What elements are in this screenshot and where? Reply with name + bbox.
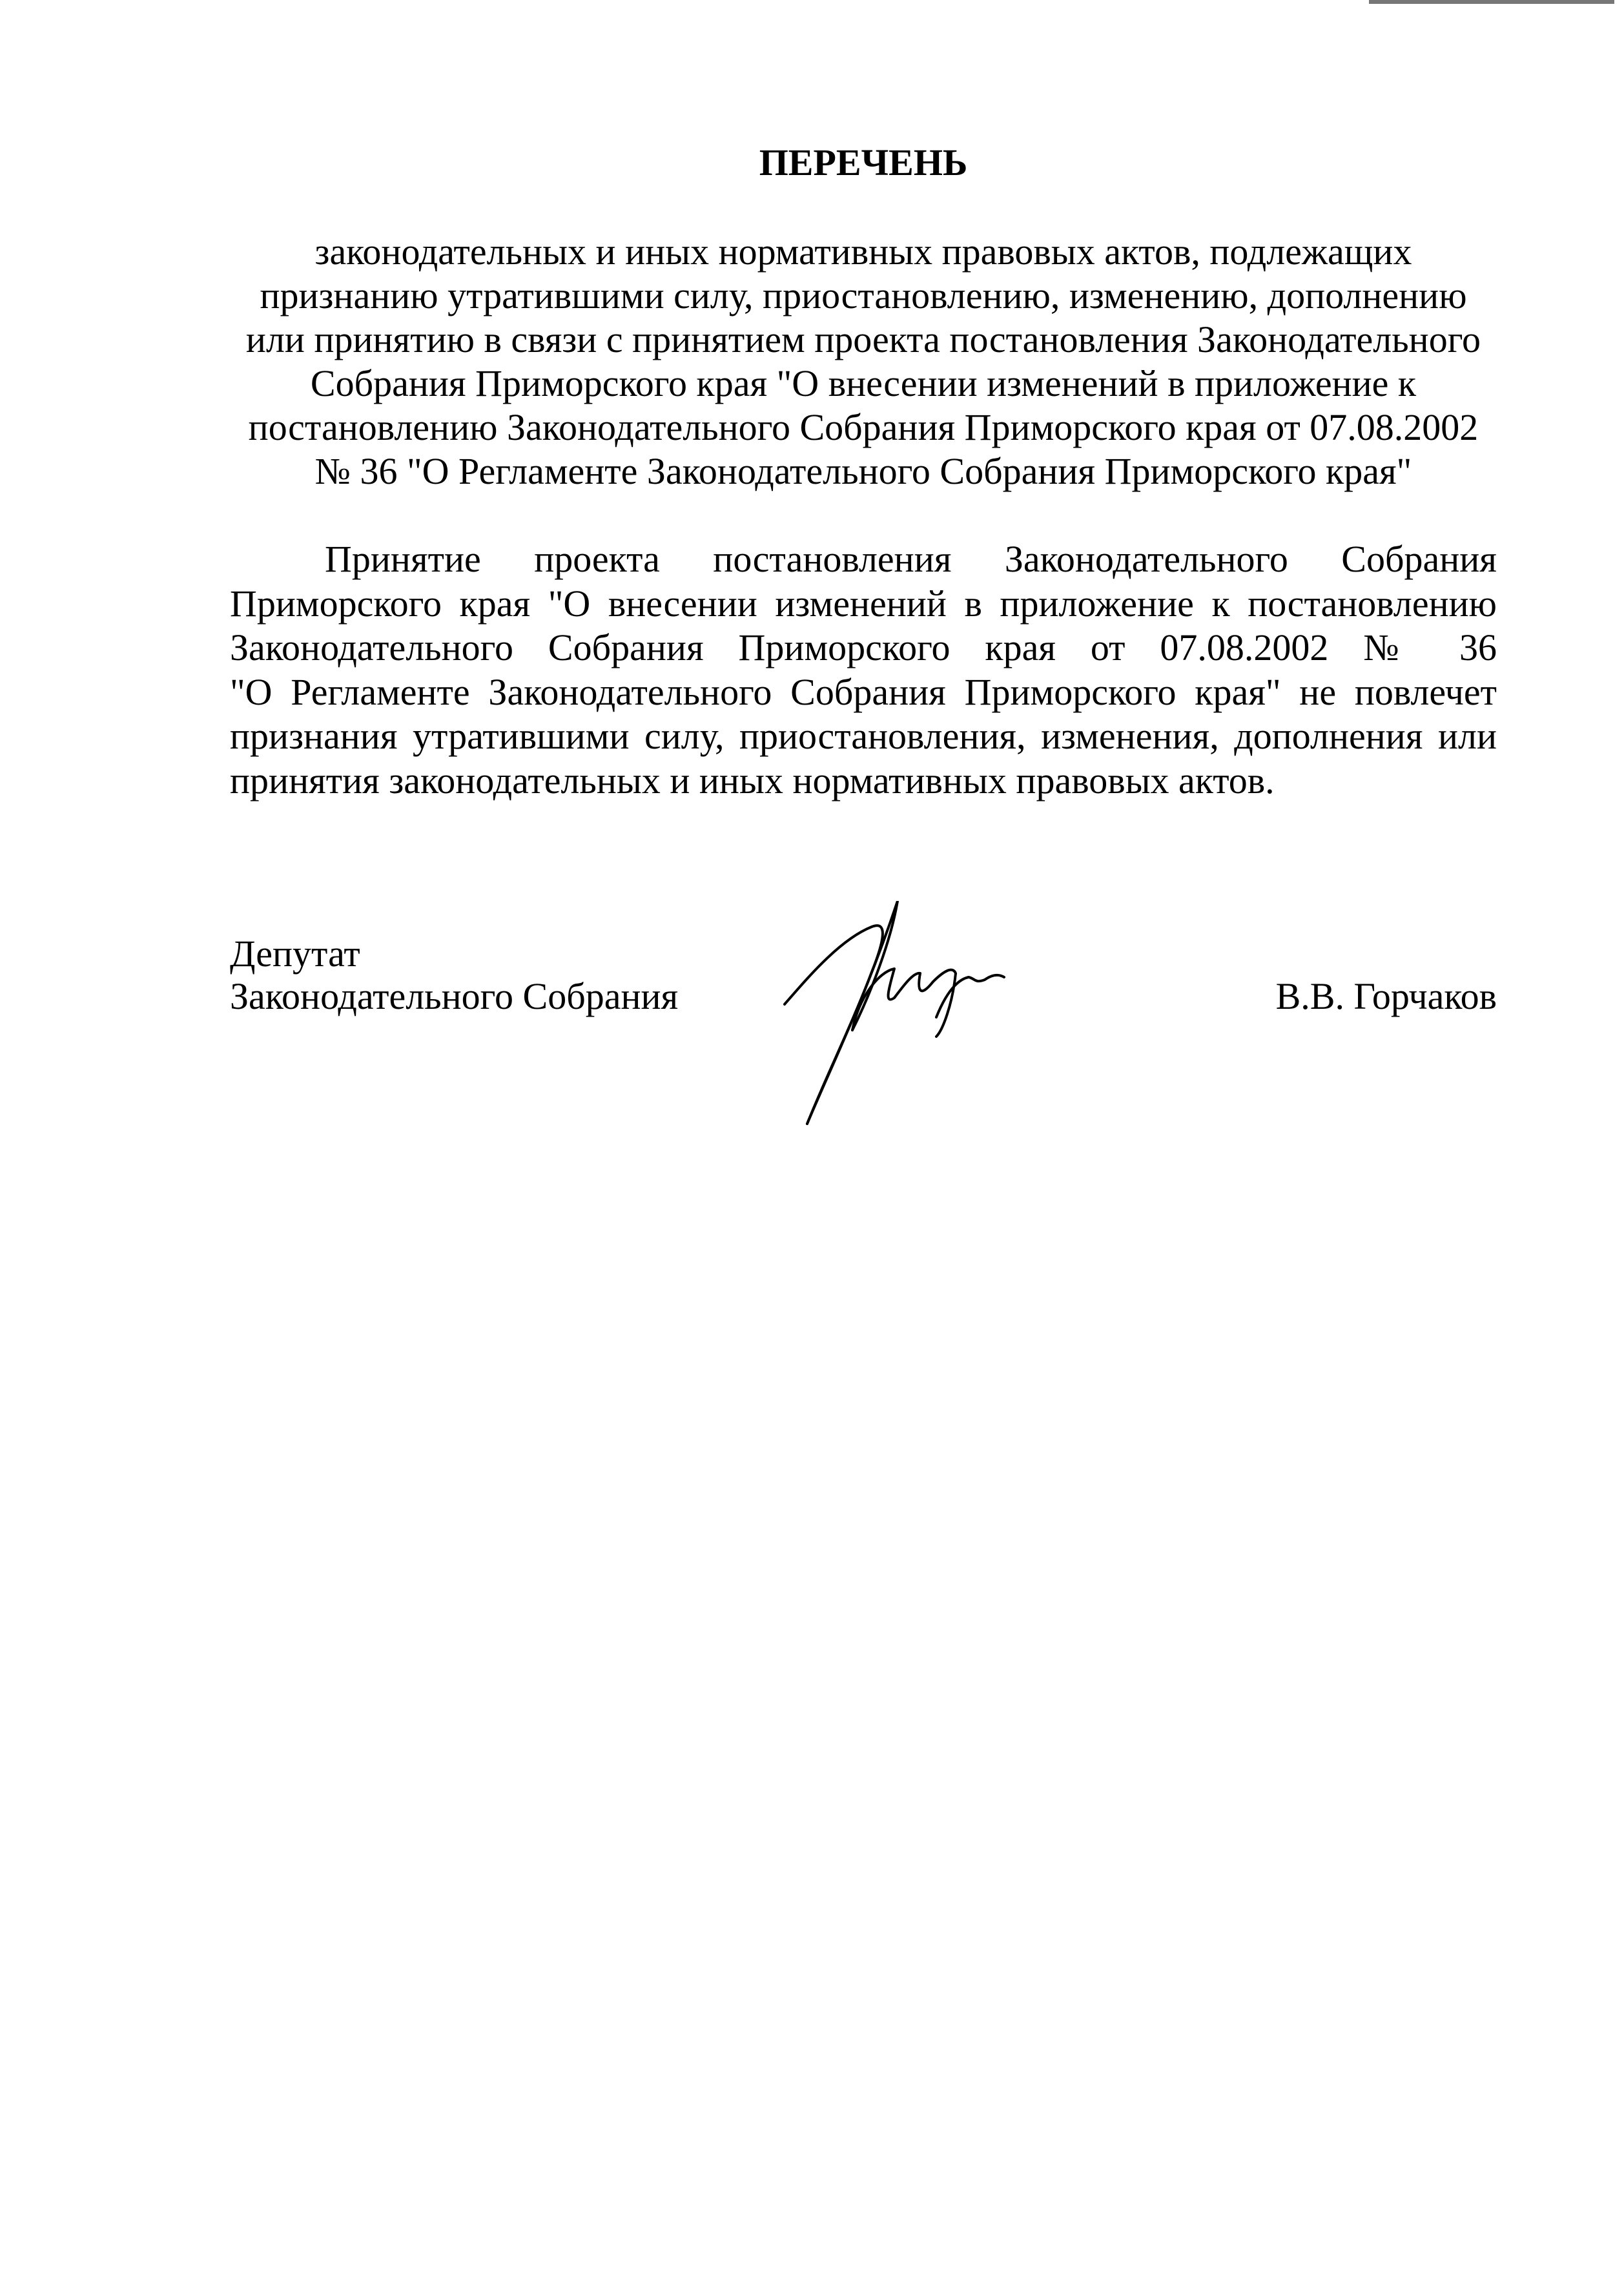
body-line: "О Регламенте Законодательного Собрания Приморского края" не повлечет	[230, 670, 1497, 713]
body-line: Принятие проекта постановления Законодательного Собрания	[325, 538, 1497, 580]
handwritten-signature	[781, 901, 1169, 1127]
signatory-name: В.В. Горчаков	[1275, 975, 1497, 1017]
position-line: Депутат	[230, 933, 360, 975]
subtitle-line: Собрания Приморского края "О внесении изменений в приложение к	[310, 362, 1417, 404]
signatory-position	[230, 933, 678, 1018]
subtitle-line: постановлению Законодательного Собрания Приморского края от 07.08.2002	[248, 406, 1479, 448]
subtitle-line: признанию утратившими силу, приостановлению, изменению, дополнению	[260, 274, 1467, 316]
document-title: ПЕРЕЧЕНЬ	[759, 141, 968, 183]
subtitle-line: законодательных и иных нормативных правовых актов, подлежащих	[314, 231, 1412, 273]
subtitle-line: № 36 "О Регламенте Законодательного Собрания Приморского края"	[314, 450, 1412, 492]
document-subtitle	[230, 230, 1497, 493]
scan-edge-line	[1369, 0, 1614, 4]
position-line: Законодательного Собрания	[230, 975, 679, 1017]
subtitle-line: или принятию в связи с принятием проекта постановления Законодательного	[245, 318, 1481, 360]
body-paragraph	[230, 537, 1497, 803]
body-line: Приморского края "О внесении изменений в приложение к постановлению	[230, 582, 1497, 625]
body-line: Законодательного Собрания Приморского края от 07.08.2002 № 36	[230, 626, 1497, 668]
body-line: принятия законодательных и иных нормативных правовых актов.	[230, 759, 1275, 801]
body-line: признания утратившими силу, приостановления, изменения, дополнения или	[230, 715, 1497, 757]
